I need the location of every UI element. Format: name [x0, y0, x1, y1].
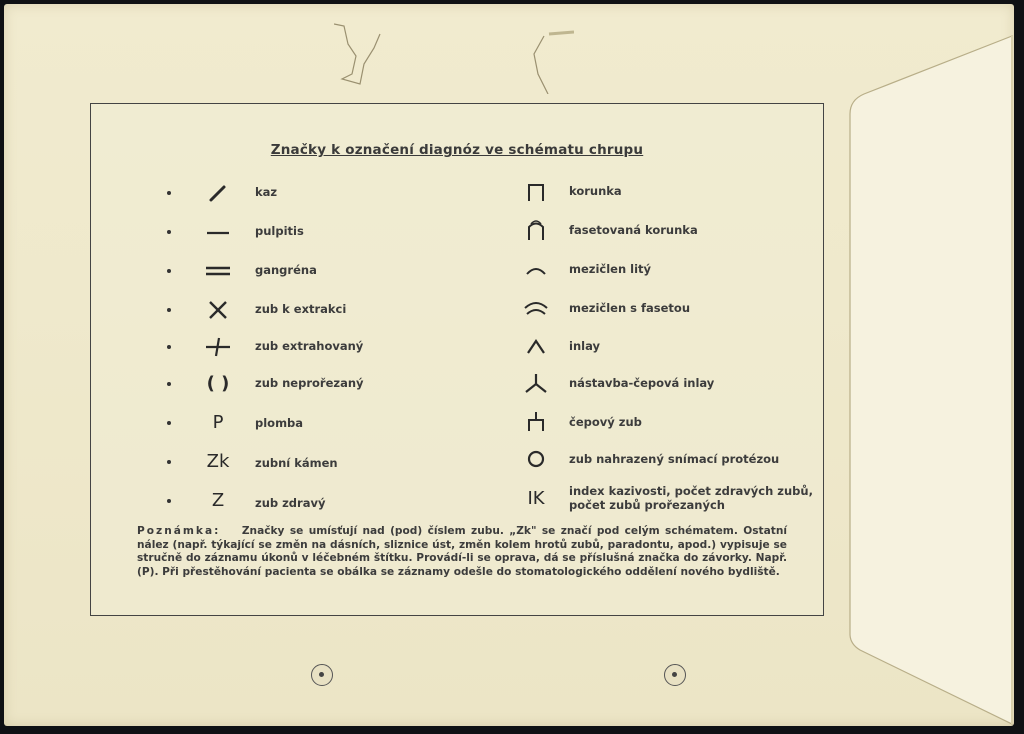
arc-icon [521, 258, 551, 282]
legend-label: gangréna [255, 263, 317, 277]
double-arc-icon [521, 296, 551, 320]
legend-entry-index-kazivosti [521, 484, 811, 516]
bullet-dot [167, 269, 171, 273]
legend-label: zub extrahovaný [255, 339, 364, 353]
legend-label: index kazivosti, počet zdravých zubů, [569, 484, 813, 498]
bullet-dot [167, 191, 171, 195]
legend-label: čepový zub [569, 415, 642, 429]
legend-entry-inlay [521, 334, 811, 358]
peg-tooth-icon [521, 409, 551, 433]
legend-label-line-2: počet zubů prořezaných [569, 498, 725, 512]
legend-label: korunka [569, 184, 622, 198]
legend-entry-zubni-kamen [161, 450, 421, 474]
legend-entry-neprorezany [161, 372, 421, 396]
parentheses-icon: ( ) [206, 373, 230, 394]
legend-entry-fasetovana-korunka [521, 218, 811, 242]
legend-label: plomba [255, 416, 304, 430]
legend-label: zub nahrazený snímací protézou [569, 452, 780, 466]
legend-entry-proteza [521, 447, 811, 471]
crown-icon [521, 180, 551, 204]
bullet-dot [167, 382, 171, 386]
letters-ik-icon: IK [527, 488, 545, 509]
letter-z-icon: Z [211, 490, 225, 511]
note-paragraph [137, 525, 787, 579]
slash-icon [203, 181, 233, 205]
legend-label: kaz [255, 185, 278, 199]
dash-icon [203, 220, 233, 244]
legend-entry-gangrena [161, 259, 421, 283]
punch-hole-right [664, 664, 686, 686]
envelope-back [4, 4, 1014, 726]
legend-label: nástavba-čepová inlay [569, 376, 715, 390]
x-mark-icon [203, 298, 233, 322]
circle-icon [521, 447, 551, 471]
bullet-dot [167, 421, 171, 425]
bullet-dot [167, 460, 171, 464]
legend-entry-mezicleni-lity [521, 258, 811, 282]
legend-label: zubní kámen [255, 456, 338, 470]
legend-entry-extrahovany [161, 335, 421, 359]
bullet-dot [167, 308, 171, 312]
letter-p-icon: P [212, 412, 224, 433]
punch-hole-left [311, 664, 333, 686]
legend-label: mezičlen litý [569, 262, 652, 276]
note-lead: Poznámka: [137, 525, 221, 537]
faceted-crown-icon [521, 218, 551, 242]
legend-label: fasetovaná korunka [569, 223, 698, 237]
caret-icon [521, 334, 551, 358]
double-line-icon [203, 259, 233, 283]
legend-entry-korunka [521, 180, 811, 204]
legend-label: inlay [569, 339, 600, 353]
legend-entry-nastavba [521, 371, 811, 395]
note-text: Značky se umísťují nad (pod) číslem zubu. „Zk" se značí pod celým schématem. Ostatní nález (např. týkající se změn na dásních, sliznice úst, změn kolem hrotů zubů, paradontu, apod.) vypisuje se stručně do záznamu úkonů v léčebném štítku. Provádí-li se oprava, dá se příslušná značka do závorky. Např. (P). Při přestěhování pacienta se obálka se záznamy odešle do stomatologického oddělení nového bydliště. [137, 525, 787, 578]
legend-label: zub neprořezaný [255, 376, 364, 390]
legend-entry-pulpitis [161, 220, 421, 244]
bullet-dot [167, 345, 171, 349]
diagnosis-legend-card [90, 103, 824, 616]
bullet-dot [167, 499, 171, 503]
card-title: Značky k označení diagnóz ve schématu chrupu [270, 142, 644, 158]
legend-label: zub zdravý [255, 496, 326, 510]
legend-entry-zdravy [161, 489, 421, 513]
legend-label: pulpitis [255, 224, 304, 238]
legend-entry-plomba [161, 411, 421, 435]
legend-label: mezičlen s fasetou [569, 301, 691, 315]
torn-paper-edge [334, 4, 574, 94]
legend-label: zub k extrakci [255, 302, 347, 316]
legend-entry-kaz [161, 181, 421, 205]
legend-entry-cepovy-zub [521, 409, 811, 433]
legend-entry-extrakce [161, 298, 421, 322]
peg-inlay-icon [521, 371, 551, 395]
bullet-dot [167, 230, 171, 234]
cross-plus-icon [203, 335, 233, 359]
legend-entry-mezicleni-faseta [521, 296, 811, 320]
envelope-flap [846, 34, 1016, 728]
letters-zk-icon: Zk [206, 451, 230, 472]
